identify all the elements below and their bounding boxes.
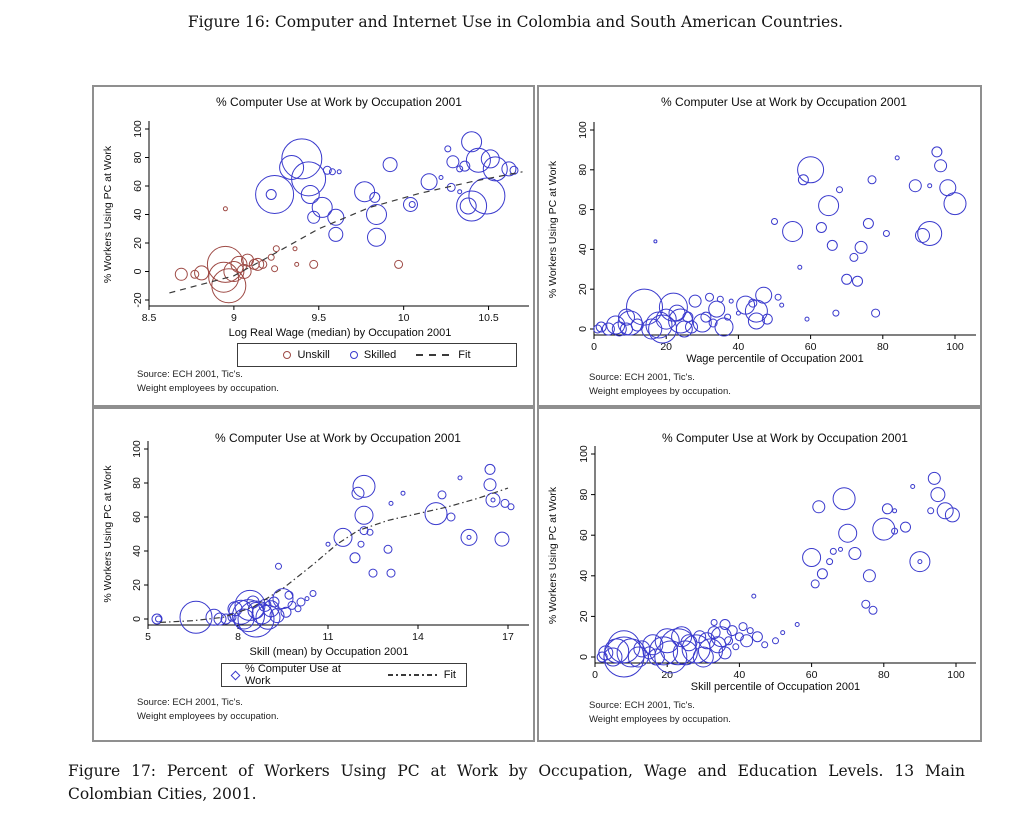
x-tick-label: 40 [732, 341, 745, 353]
fit-line-icon [388, 674, 438, 676]
legend-label-fit: Fit [458, 349, 471, 361]
y-axis-label: % Workers Using PC at Work [102, 465, 114, 603]
y-tick-label: 0 [578, 654, 590, 660]
x-axis-label: Wage percentile of Occupation 2001 [686, 353, 864, 365]
legend-box [237, 343, 517, 367]
x-tick-label: 20 [661, 669, 674, 681]
series--computer-use-at-work [594, 147, 966, 343]
x-tick-label: 10.5 [478, 312, 499, 324]
figure17-caption-line1: Figure 17: Percent of Workers Using PC at Work by Occupation, Wage and Education Levels. 13 Main [68, 762, 965, 780]
x-tick-label: 10 [397, 312, 410, 324]
source-note: Source: ECH 2001, Tic's. Weight employees by occupation. [137, 369, 279, 394]
scatter-plot-skill-percentile [539, 409, 984, 744]
x-tick-label: 100 [946, 341, 964, 353]
y-tick-label: 100 [132, 120, 144, 138]
source-note: Source: ECH 2001, Tic's. Weight employees by occupation. [137, 697, 279, 722]
panel-pc-use-vs-skill-mean [92, 407, 535, 742]
series--computer-use-at-work [597, 472, 959, 677]
x-tick-label: 9 [230, 312, 237, 324]
y-tick-label: 60 [132, 180, 144, 192]
figure17-caption [68, 760, 965, 807]
fit-line [160, 488, 508, 622]
y-tick-label: 60 [577, 203, 589, 216]
skilled-marker-icon [350, 351, 358, 359]
x-tick-label: 0 [591, 341, 597, 353]
y-tick-label: 100 [578, 445, 590, 463]
series-skilled [256, 132, 518, 247]
x-tick-label: 5 [145, 631, 151, 643]
chart-title: % Computer Use at Work by Occupation 2001 [661, 95, 907, 109]
scatter-plot-skill-mean [94, 409, 537, 744]
figure17-caption-line2: Colombian Cities, 2001. [68, 785, 257, 804]
figure16-caption: Figure 16: Computer and Internet Use in Colombia and South American Countries. [187, 13, 844, 31]
y-tick-label: 100 [577, 121, 589, 139]
axes [578, 445, 976, 681]
legend-label-skilled: Skilled [363, 349, 397, 361]
y-tick-label: 60 [578, 529, 590, 542]
panel-pc-use-vs-wage-percentile [537, 85, 982, 407]
y-tick-label: 0 [132, 268, 144, 275]
x-tick-label: 80 [876, 341, 889, 353]
x-axis-label: Skill percentile of Occupation 2001 [690, 681, 861, 693]
panel-pc-use-vs-log-wage [92, 85, 535, 407]
y-tick-label: 80 [132, 151, 144, 164]
x-tick-label: 9.5 [311, 312, 327, 324]
x-tick-label: 60 [805, 669, 818, 681]
legend-label-pc-use: % Computer Use at Work [245, 663, 341, 687]
y-tick-label: 60 [131, 511, 143, 523]
legend-label-fit: Fit [443, 669, 456, 681]
y-tick-label: 40 [577, 243, 589, 256]
x-tick-label: 8 [235, 631, 241, 643]
y-tick-label: -20 [132, 292, 144, 308]
y-tick-label: 40 [578, 569, 590, 582]
y-tick-label: 0 [577, 326, 589, 332]
y-tick-label: 80 [577, 163, 589, 176]
y-tick-label: 20 [578, 610, 590, 623]
x-axis-label: Skill (mean) by Occupation 2001 [249, 646, 409, 658]
y-axis-label: % Workers Using PC at Work [547, 486, 559, 625]
y-tick-label: 0 [131, 616, 143, 622]
pc-use-marker-icon [231, 670, 241, 680]
y-tick-label: 20 [131, 579, 143, 591]
x-axis-label: Log Real Wage (median) by Occupation 2001 [228, 327, 452, 339]
panel-pc-use-vs-skill-percentile [537, 407, 982, 742]
y-axis-label: % Workers Using PC at Work [102, 145, 114, 284]
y-tick-label: 80 [131, 477, 143, 489]
chart-title: % Computer Use at Work by Occupation 2001 [216, 95, 462, 109]
source-note: Source: ECH 2001, Tic's. Weight employees by occupation. [589, 372, 731, 397]
x-tick-label: 100 [947, 669, 965, 681]
axes [132, 120, 529, 324]
axes [131, 440, 529, 643]
x-tick-label: 80 [877, 669, 890, 681]
fit-line-icon [416, 354, 452, 356]
x-tick-label: 17 [502, 631, 514, 643]
series--computer-use-at-work [152, 464, 514, 637]
y-tick-label: 100 [131, 440, 143, 458]
source-note: Source: ECH 2001, Tic's. Weight employees by occupation. [589, 700, 731, 725]
legend-box [221, 663, 467, 687]
y-axis-label: % Workers Using PC at Work [547, 160, 559, 299]
y-tick-label: 80 [578, 488, 590, 501]
x-tick-label: 14 [412, 631, 424, 643]
x-tick-label: 11 [322, 631, 334, 643]
y-tick-label: 40 [132, 208, 144, 221]
y-tick-label: 20 [577, 283, 589, 296]
x-tick-label: 60 [804, 341, 817, 353]
y-tick-label: 40 [131, 545, 143, 557]
chart-title: % Computer Use at Work by Occupation 2001 [215, 431, 461, 445]
x-tick-label: 40 [733, 669, 746, 681]
x-tick-label: 8.5 [141, 312, 157, 324]
chart-title: % Computer Use at Work by Occupation 2001 [662, 431, 908, 445]
unskill-marker-icon [283, 351, 291, 359]
x-tick-label: 20 [660, 341, 673, 353]
x-tick-label: 0 [592, 669, 598, 681]
y-tick-label: 20 [132, 237, 144, 249]
legend-label-unskill: Unskill [297, 349, 330, 361]
